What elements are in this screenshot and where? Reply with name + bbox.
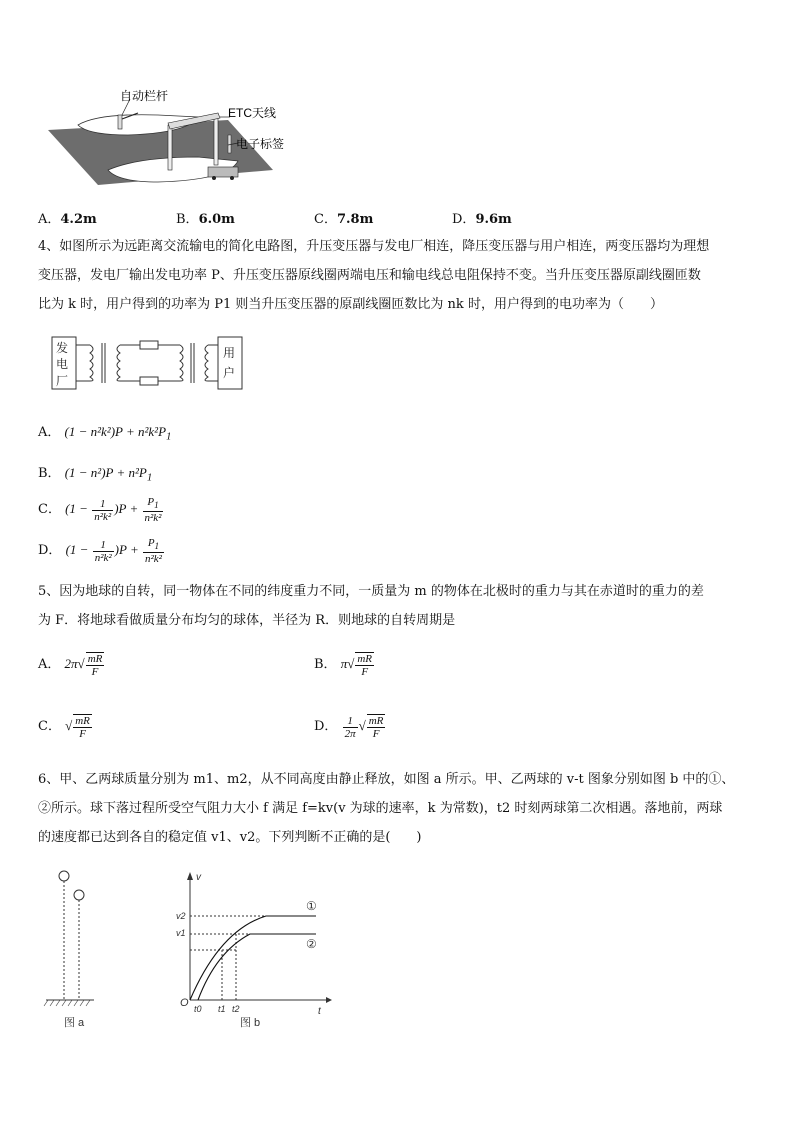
t0-label: t0 <box>194 1004 202 1014</box>
q3-option-d[interactable]: D．9.6m <box>452 212 512 227</box>
curve-1-label: ① <box>306 899 317 913</box>
q4-option-a[interactable]: A． $(1 - n^2k^2)P + n^2k^2P_1$ <box>38 424 172 443</box>
curve-1 <box>190 916 316 1000</box>
q5-option-c[interactable]: C． √ $\frac{mR}{F}$ <box>38 715 90 740</box>
svg-text:户: 户 <box>223 366 236 380</box>
etc-figure <box>38 85 298 193</box>
q4-stem: 4、如图所示为远距离交流输电的简化电路图，升压变压器与发电厂相连，降压变压器与用户相连，两变压器均为理想 变压器，发电厂输出发电功率 P、升压变压器原线圈两端电压和输电线总电阻保持不变。当升压变压器原副线圈匝数 比为 k 时，用户得到的功率为 P1 则当升压变压器的原副线圈匝数比为 nk 时，用户得到的电功率为（ ） <box>38 239 710 312</box>
figure-a <box>40 868 100 1030</box>
q6-stem: 6、甲、乙两球质量分别为 m1、m2，从不同高度由静止释放，如图 a 所示。甲、乙两球的 v-t 图象分别如图 b 中的①、 ②所示。球下落过程所受空气阻力大小 f 满足 f=kv(v 为球的速率，k 为常数)，t2 时刻两球第二次相遇。落地前，两球 的速度都已达到各自的稳定值 v1、v2。下列判断不正确的是( ) <box>38 772 735 845</box>
axis-t: t <box>318 1006 321 1017</box>
svg-text:电: 电 <box>56 357 69 371</box>
q5-option-a[interactable]: A． 2π√ $\frac{mR}{F}$ <box>38 653 103 678</box>
q4-option-b[interactable]: B． $(1 - n^2)P + n^2P_1$ <box>38 465 153 484</box>
label-antenna: ETC天线 <box>228 106 277 120</box>
q5-option-d[interactable]: D． $\frac{1}{2\pi}$ √ $\frac{mR}{F}$ <box>314 714 384 740</box>
fig-a-label: 图 a <box>64 1017 85 1029</box>
q3-option-b[interactable]: B．6.0m <box>176 212 235 227</box>
transmission-circuit <box>50 335 255 393</box>
t2-label: t2 <box>232 1004 240 1014</box>
t1-label: t1 <box>218 1004 226 1014</box>
svg-text:发: 发 <box>56 341 69 355</box>
v1-label: v1 <box>176 928 186 938</box>
svg-text:用: 用 <box>223 346 236 360</box>
fig-b-label: 图 b <box>240 1017 261 1029</box>
curve-2 <box>198 934 316 1000</box>
q3-option-a[interactable]: A．4.2m <box>38 212 97 227</box>
q5-option-b[interactable]: B． π√ $\frac{mR}{F}$ <box>314 653 373 678</box>
svg-text:厂: 厂 <box>56 374 69 388</box>
v2-label: v2 <box>176 911 186 921</box>
axis-v: v <box>196 872 201 883</box>
label-gate: 自动栏杆 <box>120 89 169 103</box>
origin-label: O <box>180 997 189 1009</box>
q4-option-c[interactable]: C． (1 − $\frac{1}{\text{n²k²}}$ )P + $\frac{P_1}{\text{n²k²}}$ <box>38 496 162 525</box>
q5-stem: 5、因为地球的自转，同一物体在不同的纬度重力不同，一质量为 m 的物体在北极时的重力与其在赤道时的重力的差 为 F．将地球看做质量分布均匀的球体，半径为 R．则地球的自转周期是 <box>38 584 704 628</box>
figure-b <box>170 868 335 1030</box>
curve-2-label: ② <box>306 937 317 951</box>
q3-option-c[interactable]: C．7.8m <box>314 212 374 227</box>
q4-option-d[interactable]: D． (1 − $\frac{1}{\text{n²k²}}$ )P + $\frac{P_1}{\text{n²k²}}$ <box>38 537 162 566</box>
label-tag: 电子标签 <box>236 137 285 151</box>
